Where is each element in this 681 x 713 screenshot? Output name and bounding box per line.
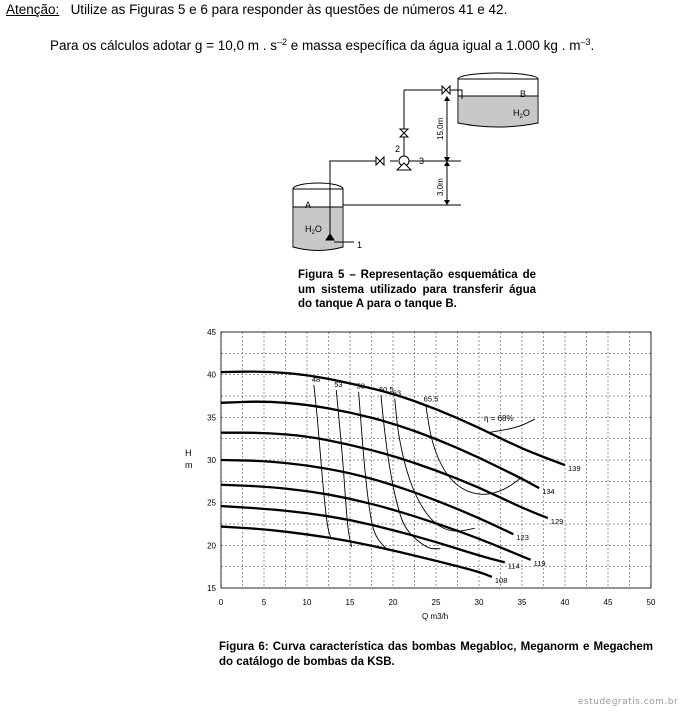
efficiency-curve-label: 53 bbox=[334, 380, 343, 390]
efficiency-curve-label: 60,5 bbox=[378, 385, 394, 395]
y-tick-label: 25 bbox=[207, 498, 216, 508]
point-2-label: 2 bbox=[395, 144, 401, 154]
x-tick-label: 40 bbox=[560, 598, 570, 607]
y-tick-label: 30 bbox=[207, 456, 216, 465]
y-tick-label: 15 bbox=[207, 584, 216, 593]
impeller-curve-label: 129 bbox=[550, 517, 564, 527]
efficiency-68-label: η = 68% bbox=[484, 414, 514, 423]
y-tick-label: 40 bbox=[207, 370, 216, 380]
calc-exponent-2: –3 bbox=[580, 37, 591, 47]
height-upper-label: 15,0m bbox=[436, 117, 445, 140]
x-axis-label: Q m3/h bbox=[422, 612, 449, 621]
efficiency-curve bbox=[381, 395, 440, 549]
impeller-curve bbox=[221, 506, 505, 562]
tank-b-h2o-label: $H_2O$ bbox=[513, 108, 530, 120]
impeller-curve-label: 139 bbox=[568, 464, 581, 474]
impeller-curves bbox=[221, 372, 581, 585]
attention-label: Atenção: bbox=[6, 2, 60, 17]
x-tick-label: 30 bbox=[474, 598, 484, 607]
x-tick-label: 20 bbox=[388, 598, 398, 607]
x-tick-label: 45 bbox=[603, 598, 613, 607]
efficiency-curve-label: 58 bbox=[356, 381, 365, 391]
x-tick-label: 10 bbox=[302, 598, 312, 607]
impeller-curve-label: 134 bbox=[542, 487, 555, 497]
x-tick-label: 15 bbox=[345, 598, 355, 607]
chart-ticks bbox=[207, 328, 656, 607]
tank-b-label: B bbox=[520, 89, 527, 99]
tank-a-h2o-label: $H_2O$ bbox=[305, 224, 322, 236]
x-tick-label: 0 bbox=[218, 598, 224, 607]
y-axis-label-h: H bbox=[185, 448, 192, 458]
y-tick-label: 45 bbox=[207, 328, 216, 337]
y-axis-label-m: m bbox=[185, 460, 193, 470]
calc-text-mid: e massa específica da água igual a 1.000 kg . m bbox=[287, 38, 581, 53]
figure6-caption: Figura 6: Curva característica das bombas Megabloc, Meganorm e Megachem do catálogo de bombas da KSB. bbox=[219, 641, 653, 668]
figure5-caption: Figura 5 – Representação esquemática de um sistema utilizado para transferir água do tanque A para o tanque B. bbox=[298, 269, 536, 310]
x-tick-label: 50 bbox=[646, 598, 656, 607]
x-tick-label: 35 bbox=[517, 598, 527, 607]
impeller-curve-label: 114 bbox=[507, 561, 520, 571]
impeller-curve-label: 108 bbox=[494, 575, 508, 585]
chart-grid bbox=[221, 332, 651, 588]
impeller-curve bbox=[221, 527, 492, 577]
watermark: estudegratis.com.br bbox=[578, 697, 679, 707]
calc-text-end: . bbox=[590, 38, 595, 53]
point-1-label: 1 bbox=[357, 240, 363, 250]
x-tick-label: 25 bbox=[431, 598, 441, 607]
calc-exponent-1: –2 bbox=[277, 37, 288, 47]
efficiency-curve-label: 65,5 bbox=[423, 394, 439, 404]
impeller-curve-label: 119 bbox=[533, 558, 546, 568]
y-tick-label: 35 bbox=[207, 413, 216, 423]
efficiency-curves bbox=[312, 375, 535, 550]
x-tick-label: 5 bbox=[261, 598, 267, 607]
impeller-curve bbox=[221, 485, 531, 560]
point-3-label: 3 bbox=[419, 156, 425, 166]
impeller-curve-label: 123 bbox=[516, 533, 529, 543]
efficiency-curve-label: 48 bbox=[311, 374, 321, 384]
y-tick-label: 20 bbox=[207, 541, 216, 551]
efficiency-curve-label: 63 bbox=[392, 388, 402, 398]
impeller-curve bbox=[221, 433, 548, 518]
tank-a-label: A bbox=[305, 200, 312, 210]
attention-text: Utilize as Figuras 5 e 6 para responder às questões de números 41 e 42. bbox=[70, 2, 508, 17]
height-lower-label: 3,0m bbox=[436, 178, 445, 196]
calc-text-pre: Para os cálculos adotar g = 10,0 m . s bbox=[50, 38, 277, 53]
